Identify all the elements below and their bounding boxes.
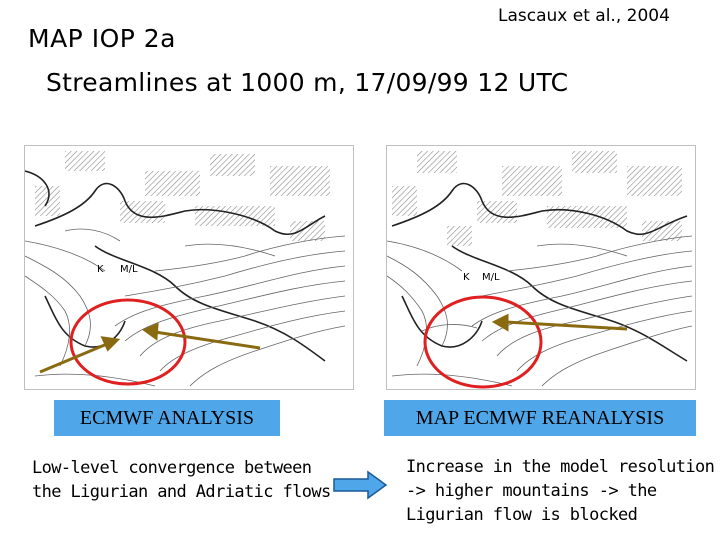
map-panel-ecmwf-reanalysis	[386, 145, 696, 390]
note-line: Low-level convergence between	[32, 458, 312, 478]
note-line: Ligurian flow is blocked	[406, 505, 638, 525]
blocking-circle	[425, 297, 541, 387]
flow-arrows	[495, 316, 627, 329]
citation: Lascaux et al., 2004	[498, 6, 670, 26]
terrain-hatching	[392, 151, 682, 246]
note-line: Increase in the model resolution	[406, 457, 715, 477]
caption-ecmwf-analysis: ECMWF ANALYSIS	[54, 400, 280, 436]
streamline-map-right	[387, 146, 695, 389]
streamlines	[25, 229, 345, 386]
terrain-hatching	[35, 151, 330, 241]
caption-map-ecmwf-reanalysis: MAP ECMWF REANALYSIS	[384, 400, 696, 436]
right-arrow-icon	[332, 470, 388, 500]
map-label-ml: M/L	[120, 264, 138, 275]
slide-title: MAP IOP 2a	[28, 24, 176, 53]
map-panel-ecmwf-analysis	[24, 145, 354, 390]
map-label-k: K	[97, 264, 104, 275]
note-line: -> higher mountains -> the	[406, 481, 657, 501]
streamline-map-left	[25, 146, 353, 389]
note-convergence	[32, 456, 332, 504]
note-resolution	[406, 455, 716, 527]
map-label-ml: M/L	[482, 272, 500, 283]
map-label-k: K	[463, 272, 470, 283]
adriatic-flow-arrow	[155, 332, 260, 348]
note-line: the Ligurian and Adriatic flows	[32, 482, 331, 502]
ligurian-flow-arrow	[40, 344, 107, 372]
slide-subtitle: Streamlines at 1000 m, 17/09/99 12 UTC	[46, 68, 569, 97]
convergence-circle	[71, 300, 185, 384]
